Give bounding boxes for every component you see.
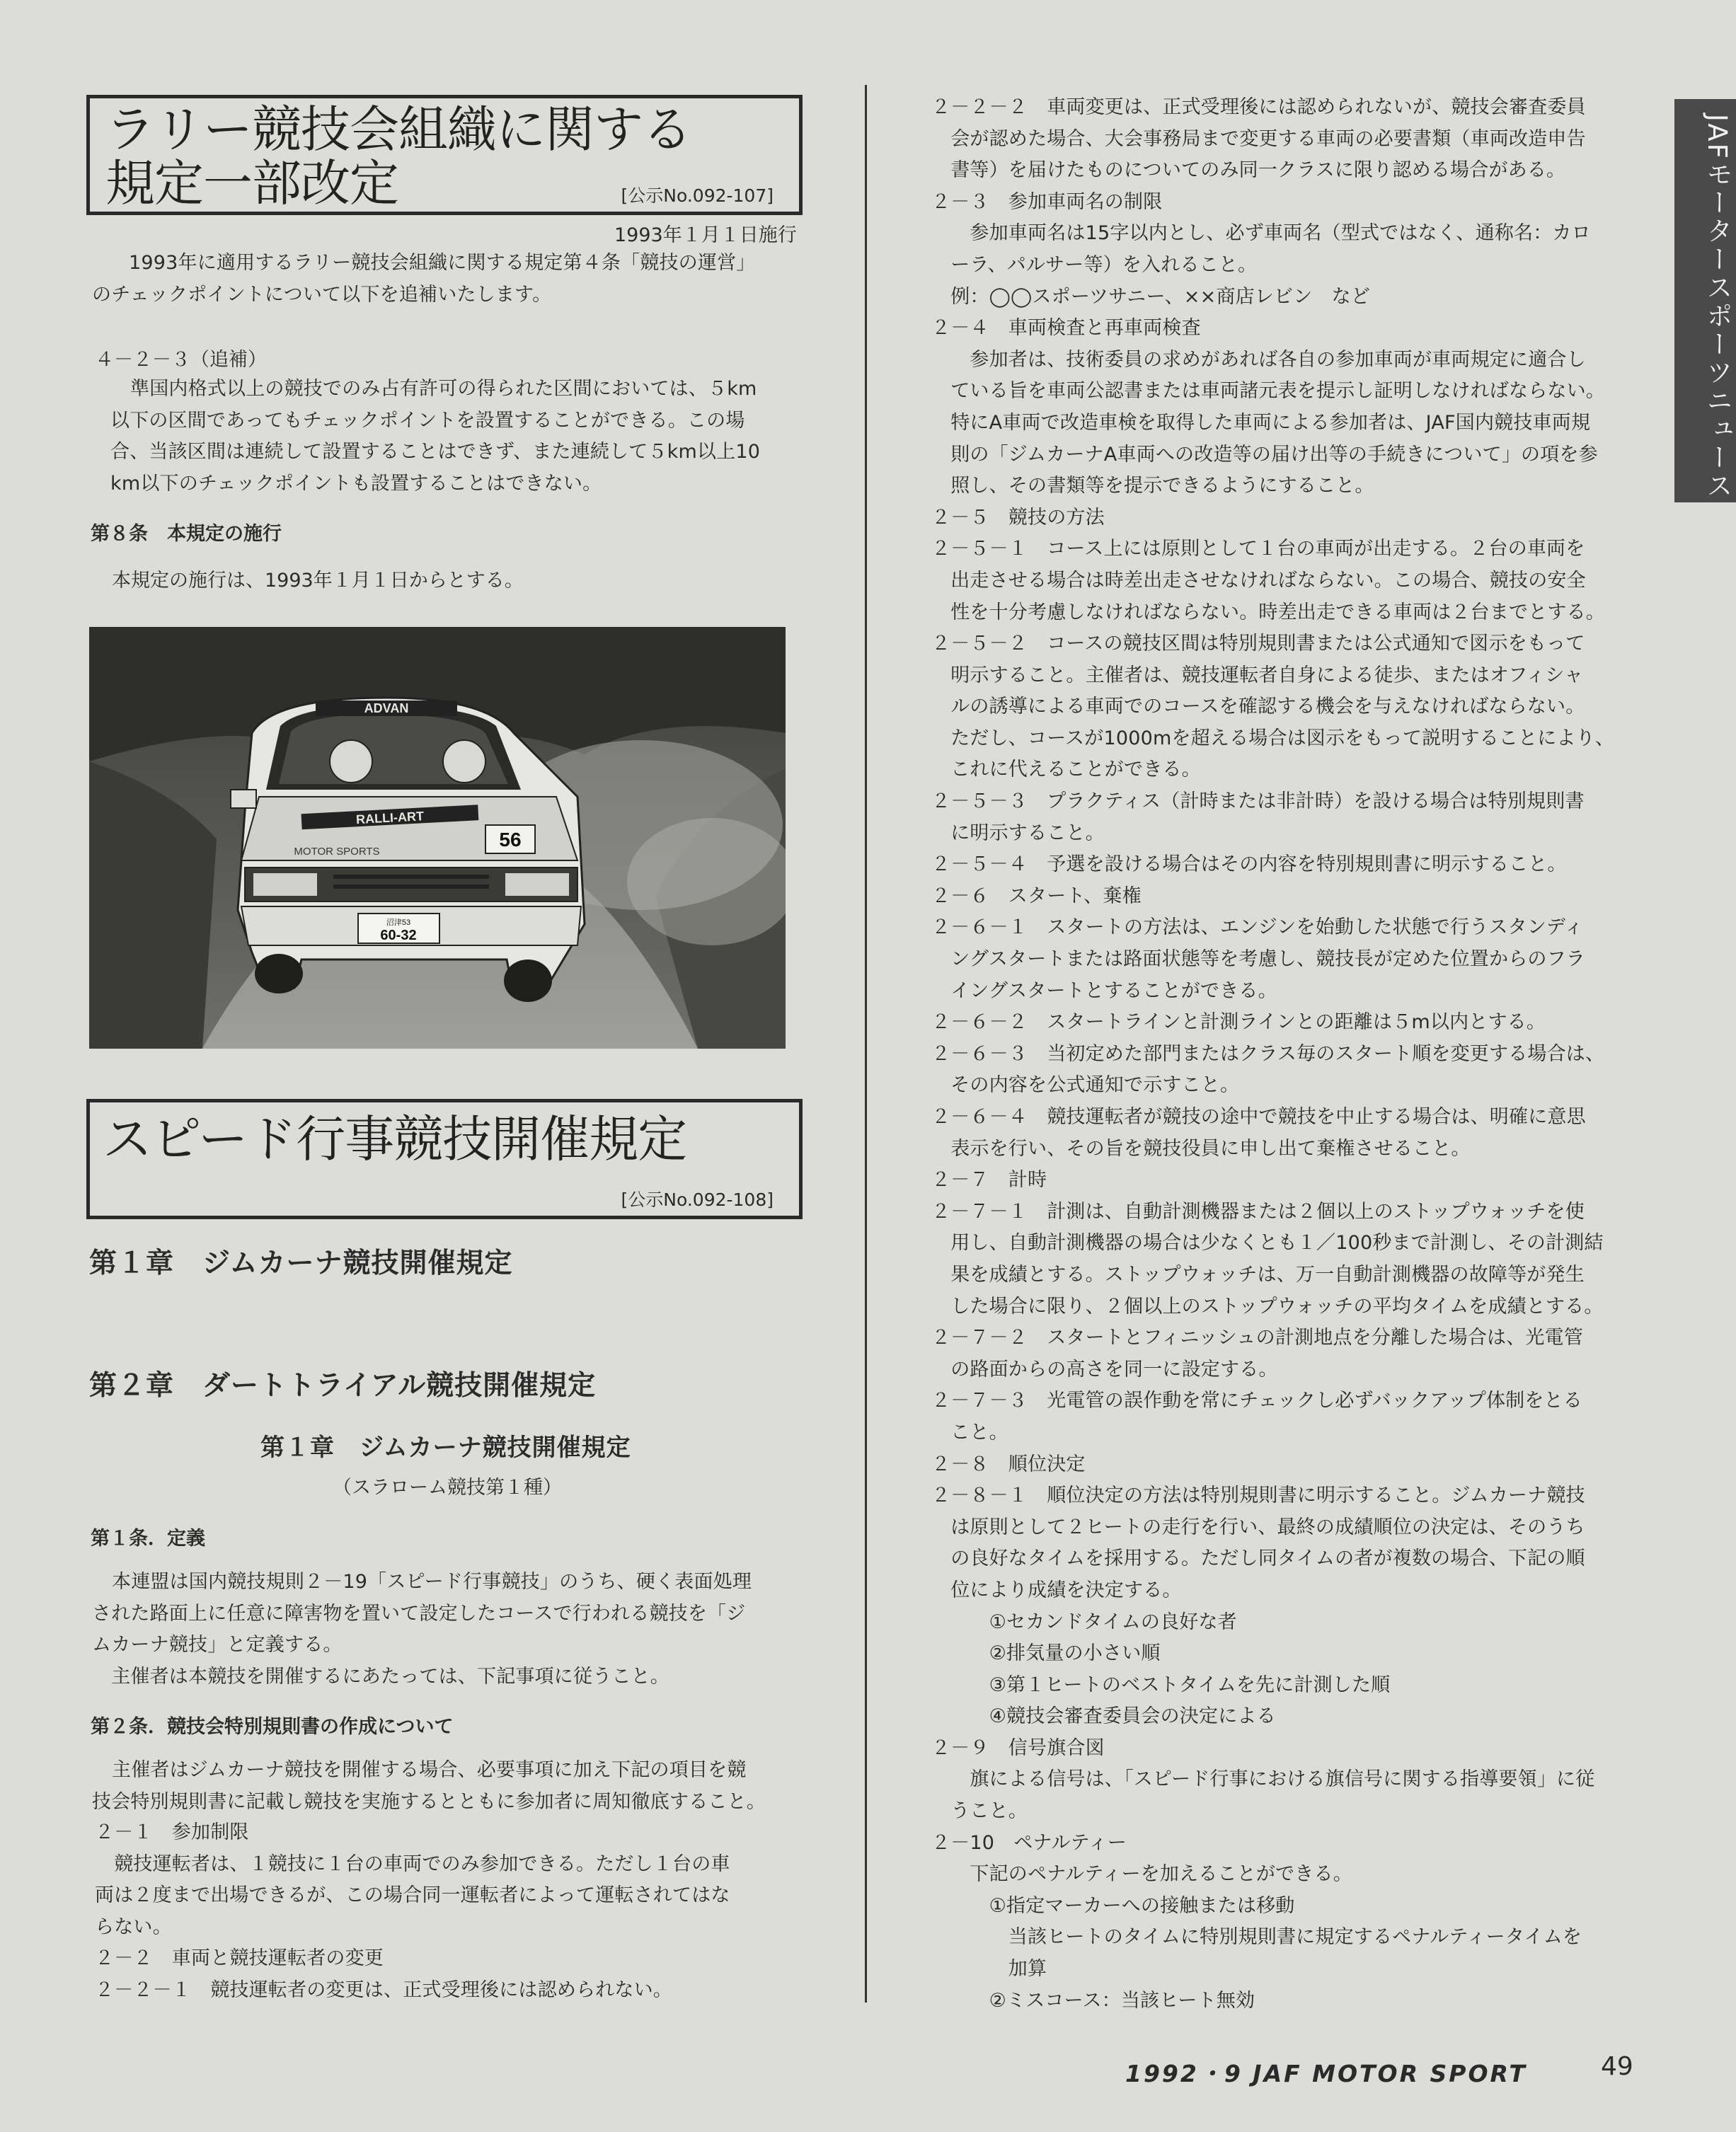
chapter-2-heading: 第２章 ダートトライアル競技開催規定	[89, 1370, 597, 1402]
sub-chapter-parenthetical: （スラローム競技第１種）	[333, 1477, 562, 1499]
rally-car-illustration	[89, 627, 786, 1049]
door-number-text: 56	[499, 829, 522, 851]
hood-sticker-text: RALLI-ART	[355, 809, 425, 827]
section-tab: JAFモータースポーツニュース	[1674, 99, 1736, 502]
left-items-2-1-to-2-2-1: ２－１ 参加制限 競技運転者は、１競技に１台の車両でのみ参加できる。ただし１台の車 両は２度まで出場できるが、この場合同一運転者によって運転されてはな らない。 ２－２ 車両と競技運転者の変更 ２－２－１ 競技運転者の変更は、正式受理後には認められない。	[95, 1821, 730, 2001]
rally-car-photo	[89, 627, 786, 1049]
plate-line2: 60-32	[380, 928, 417, 943]
right-column-text: ２－２－２ 車両変更は、正式受理後には認められないが、競技会審査委員 会が認めた場合、大会事務局まで変更する車両の必要書類（車両改造申告 書等）を届けたものについてのみ同一クラスに限り認める場合がある。 ２－３ 参加車両名の制限 参加車両名は15字以内とし、必ず車両名（型式ではなく、通称名：カロ ーラ、パルサー等）を入れること。 例：◯◯スポーツサニー、××商店レビン など ２－４ 車両検査と再車両検査 参加者は、技術委員の求めがあれば各自の参加車両が車両規定に適合し ている旨を車両公認書または車両諸元表を提示し証明しなければならない。 特にA車両で改造車検を取得した車両による参加者は、JAF国内競技車両規 則の「ジムカーナA車両への改造等の届け出等の手続きについて」の項を参 照し、その書類等を提示できるようにすること。 ２－５ 競技の方法 ２－５－１ コース上には原則として１台の車両が出走する。２台の車両を 出走させる場合は時差出走させなければならない。この場合、競技の安全 性を十分考慮しなければならない。時差出走できる車両は２台までとする。 ２－５－２ コースの競技区間は特別規則書または公式通知で図示をもって 明示すること。主催者は、競技運転者自身による徒歩、またはオフィシャ ルの誘導による車両でのコースを確認する機会を与えなければならない。 ただし、コースが1000mを超える場合は図示をもって説明することにより、 これに代えることができる。 ２－５－３ プラクティス（計時または非計時）を設ける場合は特別規則書 に明示すること。 ２－５－４ 予選を設ける場合はその内容を特別規則書に明示すること。 ２－６ スタート、棄権 ２－６－１ スタートの方法は、エンジンを始動した状態で行うスタンディ ングスタートまたは路面状態等を考慮し、競技長が定めた位置からのフラ イングスタートとすることができる。 ２－６－２ スタートラインと計測ラインとの距離は５m以内とする。 ２－６－３ 当初定めた部門またはクラス毎のスタート順を変更する場合は、 その内容を公式通知で示すこと。 ２－６－４ 競技運転者が競技の途中で競技を中止する場合は、明確に意思 表示を行い、その旨を競技役員に申し出て棄権させること。 ２－７ 計時 ２－７－１ 計測は、自動計測機器または２個以上のストップウォッチを使 用し、自動計測機器の場合は少なくとも１／100秒まで計測し、その計測結 果を成績とする。ストップウォッチは、万一自動計測機器の故障等が発生 した場合に限り、２個以上のストップウォッチの平均タイムを成績とする。 ２－７－２ スタートとフィニッシュの計測地点を分離した場合は、光電管 の路面からの高さを同一に設定する。 ２－７－３ 光電管の誤作動を常にチェックし必ずバックアップ体制をとる こと。 ２－８ 順位決定 ２－８－１ 順位決定の方法は特別規則書に明示すること。ジムカーナ競技 は原則として２ヒートの走行を行い、最終の成績順位の決定は、そのうち の良好なタイムを採用する。ただし同タイムの者が複数の場合、下記の順 位により成績を決定する。 ①セカンドタイムの良好な者 ②排気量の小さい順 ③第１ヒートのベストタイムを先に計測した順 ④競技会審査委員会の決定による ２－９ 信号旗合図 旗による信号は、「スピード行事における旗信号に関する指導要領」に従 うこと。 ２－10 ペナルティー 下記のペナルティーを加えることができる。 ①指定マーカーへの接触または移動 当該ヒートのタイムに特別規則書に規定するペナルティータイムを 加算 ②ミスコース：当該ヒート無効	[931, 96, 1615, 2012]
art1-heading: 第１条．定義	[91, 1528, 205, 1550]
article1-intro: 1993年に適用するラリー競技会組織に関する規定第４条「競技の運営」 のチェックポイントについて以下を追補いたします。	[92, 252, 756, 306]
article1-notice-number: [公示No.092-107]	[621, 185, 774, 206]
art2-body: 主催者はジムカーナ競技を開催する場合、必要事項に加え下記の項目を競 技会特別規則書に記載し競技を実施するとともに参加者に周知徹底すること。	[92, 1759, 766, 1813]
article1-title: ラリー競技会組織に関する 規定一部改定	[105, 100, 691, 212]
column-divider	[865, 85, 867, 2003]
article2-title: スピード行事競技開催規定	[103, 1110, 687, 1168]
article1-title-box	[86, 95, 803, 215]
art1-body: 本連盟は国内競技規則２－19「スピード行事競技」のうち、硬く表面処理 された路面上に任意に障害物を置いて設定したコースで行われる競技を「ジ ムカーナ競技」と定義する。 主催者は本競技を開催するにあたっては、下記事項に従うこと。	[92, 1571, 752, 1688]
footer-magazine: 1992・9 JAF MOTOR SPORT	[1125, 2060, 1527, 2087]
article1-item-body: 準国内格式以上の競技でのみ占有許可の得られた区間においては、５km 以下の区間であってもチェックポイントを設置することができる。この場 合、当該区間は連続して設置することはできず、また連続して５km以上10 km以下のチェックポイントも設置することはできない。	[110, 378, 761, 495]
article1-item-heading: ４－２－３（追補）	[95, 349, 267, 371]
article2-notice-number: [公示No.092-108]	[621, 1189, 774, 1210]
article2-title-box	[86, 1099, 803, 1219]
plate-line1: 沼津53	[386, 918, 411, 927]
article8-heading: 第８条 本規定の施行	[91, 523, 282, 545]
page-number: 49	[1601, 2052, 1633, 2081]
sub-chapter-title: 第１章 ジムカーナ競技開催規定	[260, 1434, 631, 1462]
article8-body: 本規定の施行は、1993年１月１日からとする。	[112, 570, 524, 592]
hood-side-text: MOTOR SPORTS	[294, 846, 380, 858]
roof-sticker-text: ADVAN	[364, 701, 409, 715]
article1-effective-date: 1993年１月１日施行	[614, 224, 797, 246]
chapter-1-heading: 第１章 ジムカーナ競技開催規定	[89, 1247, 513, 1279]
art2-heading: 第２条．競技会特別規則書の作成について	[91, 1716, 454, 1738]
